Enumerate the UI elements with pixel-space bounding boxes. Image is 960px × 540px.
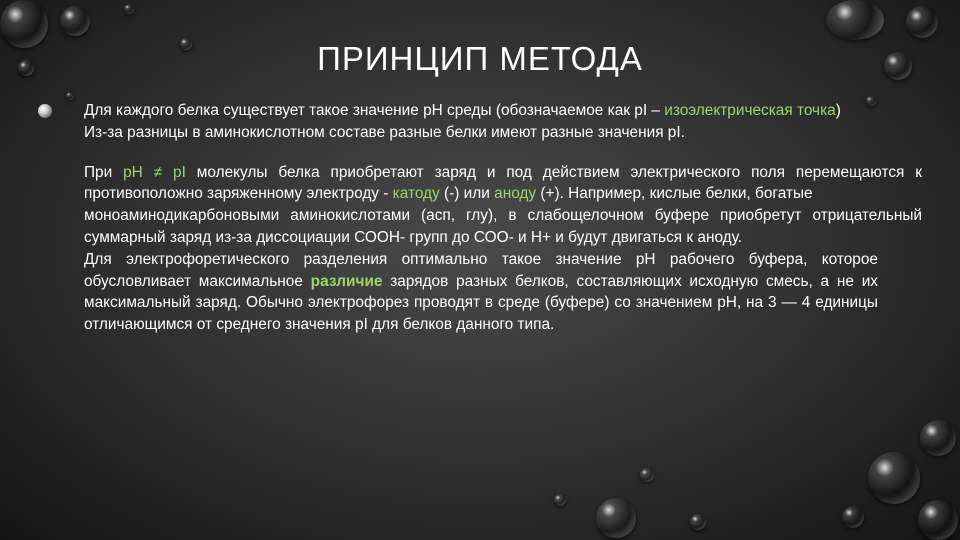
water-drop-decoration bbox=[920, 420, 956, 456]
water-drop-decoration bbox=[826, 0, 884, 40]
anode-term: аноду bbox=[494, 185, 537, 203]
water-drop-decoration bbox=[868, 452, 920, 504]
difference-term: различие bbox=[310, 272, 383, 290]
cathode-term: катоду bbox=[392, 185, 440, 203]
paragraph-text: зарядов разных белков, составляющих исходную смесь, а не их максимальный заряд. Обычно электрофорез проводят в среде (буфере) со значением рН, на 3 — 4 единицы отличающимся от среднего значения pI для белков данного типа. bbox=[84, 272, 878, 334]
water-drop-decoration bbox=[640, 468, 654, 482]
paragraph-text: ) bbox=[835, 102, 841, 119]
paragraph-charge bbox=[84, 162, 922, 206]
paragraph-buffer-ph bbox=[84, 249, 922, 336]
water-drop-decoration bbox=[918, 500, 958, 540]
isoelectric-point-term: изоэлектрическая точка bbox=[664, 102, 836, 119]
water-drop-decoration bbox=[60, 6, 90, 36]
paragraph-isoelectric-point bbox=[84, 100, 922, 122]
paragraph-text: молекулы белка приобретают заряд и под действием электрического поля перемещаются к противоположно заряженному электроду - bbox=[84, 163, 922, 203]
paragraph-gap bbox=[84, 144, 922, 162]
slide-title: ПРИНЦИП МЕТОДА bbox=[317, 40, 643, 77]
water-drop-decoration bbox=[690, 514, 706, 530]
water-drop-decoration bbox=[554, 494, 566, 506]
paragraph-text: (+). Например, кислые белки, богатые bbox=[536, 185, 813, 203]
ph-not-equal-pi-term: рН ≠ pI bbox=[123, 163, 186, 181]
water-drop-decoration bbox=[842, 506, 864, 528]
paragraph-text: (-) или bbox=[439, 185, 495, 203]
slide-body bbox=[84, 100, 922, 336]
water-drop-decoration bbox=[66, 92, 74, 100]
water-drop-decoration bbox=[596, 498, 636, 538]
paragraph-text: Для электрофоретического разделения оптимально такое значение рН рабочего буфера, которое обусловливает максимальное bbox=[84, 250, 878, 290]
water-drop-decoration bbox=[906, 6, 938, 38]
paragraph-text: При bbox=[84, 163, 124, 181]
water-drop-decoration bbox=[124, 4, 134, 14]
paragraph-acidic-proteins: моноаминодикарбоновыми аминокислотами (асп, глу), в слабощелочном буфере приобретут отрицательный суммарный заряд из-за диссоциации СООН- групп до СОО- и Н+ и будут двигаться к аноду. bbox=[84, 207, 922, 246]
paragraph-text: Для каждого белка существует такое значение рН среды (обозначаемое как pI – bbox=[84, 102, 665, 119]
paragraph-pi-difference: Из-за разницы в аминокислотном составе разные белки имеют разные значения pI. bbox=[84, 123, 685, 141]
bullet-icon bbox=[38, 104, 52, 118]
